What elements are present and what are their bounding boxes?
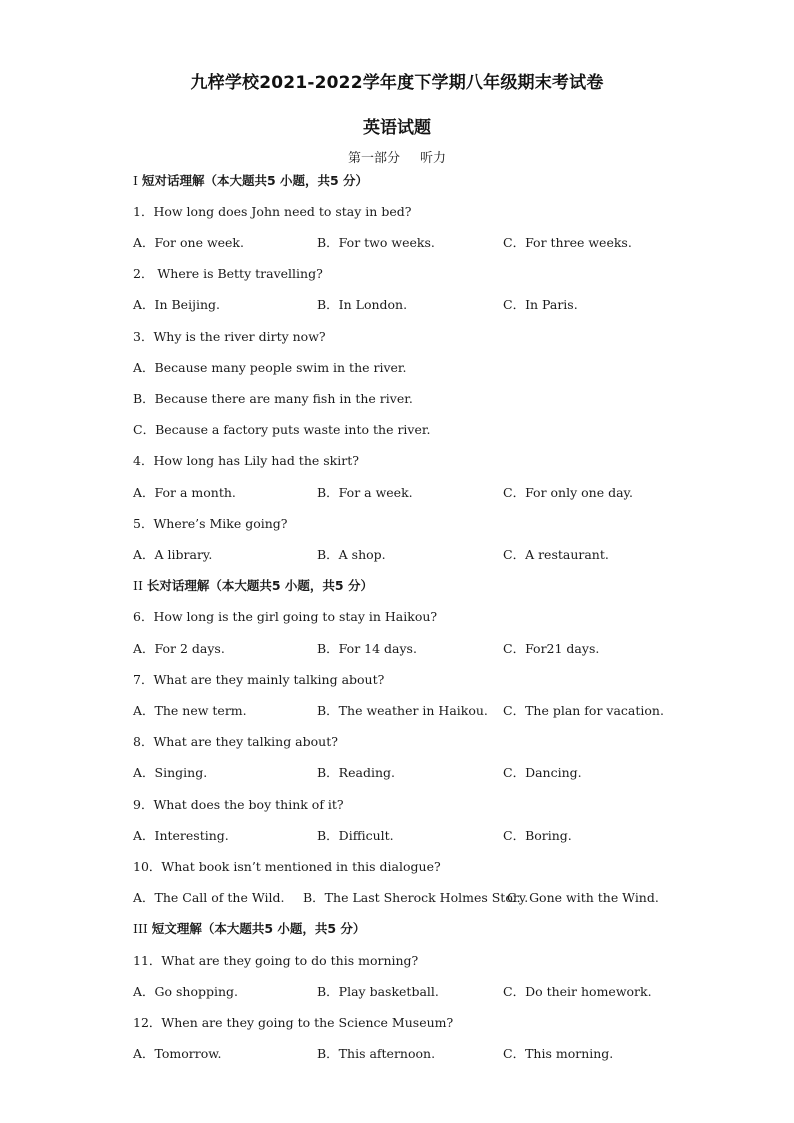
q1-option-a: A．For one week. [133, 235, 244, 250]
question-6: 6．How long is the girl going to stay in Haikou? [133, 609, 438, 624]
question-11: 11．What are they going to do this morning? [133, 953, 419, 968]
q11-option-b: B．Play basketball. [317, 984, 439, 999]
section-title: 短对话理解（本大题共5 小题，共5 分） [141, 173, 369, 188]
q3-option-a: A．Because many people swim in the river. [133, 360, 407, 375]
section-heading-3 [133, 921, 365, 937]
q9-option-b: B．Difficult. [317, 828, 394, 843]
q5-option-c: C．A restaurant. [503, 547, 609, 562]
q8-option-a: A．Singing. [133, 765, 208, 780]
q2-option-a: A．In Beijing. [133, 297, 220, 312]
q1-option-b: B．For two weeks. [317, 235, 435, 250]
q5-option-b: B．A shop. [317, 547, 386, 562]
q10-option-c: C．Gone with the Wind. [507, 890, 659, 905]
section-heading-1 [133, 173, 368, 189]
section-numeral: III [133, 921, 148, 936]
exam-subtitle: 英语试题 [363, 118, 431, 138]
q10-option-a: A．The Call of the Wild. [133, 890, 285, 905]
part-topic: 听力 [420, 151, 447, 166]
q7-option-b: B．The weather in Haikou. [317, 703, 488, 718]
question-3: 3．Why is the river dirty now? [133, 329, 326, 344]
question-7: 7．What are they mainly talking about? [133, 672, 385, 687]
question-4: 4．How long has Lily had the skirt? [133, 453, 359, 468]
q6-option-c: C．For21 days. [503, 641, 600, 656]
q5-option-a: A．A library. [133, 547, 213, 562]
question-12: 12．When are they going to the Science Museum? [133, 1015, 454, 1030]
q6-option-a: A．For 2 days. [133, 641, 225, 656]
q12-option-a: A．Tomorrow. [133, 1046, 222, 1061]
section-numeral: II [133, 578, 143, 593]
q9-option-a: A．Interesting. [133, 828, 229, 843]
q12-option-c: C．This morning. [503, 1046, 614, 1061]
q4-option-c: C．For only one day. [503, 485, 633, 500]
section-heading-2 [133, 578, 373, 594]
q8-option-c: C．Dancing. [503, 765, 582, 780]
q1-option-c: C．For three weeks. [503, 235, 632, 250]
section-title: 短文理解（本大题共5 小题，共5 分） [151, 921, 366, 936]
q11-option-c: C．Do their homework. [503, 984, 652, 999]
q11-option-a: A．Go shopping. [133, 984, 239, 999]
section-title: 长对话理解（本大题共5 小题，共5 分） [146, 578, 373, 593]
part-name: 第一部分 [347, 151, 400, 166]
q7-option-c: C．The plan for vacation. [503, 703, 664, 718]
question-2: 2． Where is Betty travelling? [133, 266, 323, 281]
q2-option-b: B．In London. [317, 297, 408, 312]
part-header [0, 147, 794, 166]
q3-option-c: C．Because a factory puts waste into the river. [133, 422, 431, 437]
q10-option-b: B．The Last Sherock Holmes Story. [303, 890, 529, 905]
q6-option-b: B．For 14 days. [317, 641, 417, 656]
q9-option-c: C．Boring. [503, 828, 572, 843]
q4-option-b: B．For a week. [317, 485, 413, 500]
section-numeral: I [133, 173, 138, 188]
question-5: 5．Where’s Mike going? [133, 516, 288, 531]
q7-option-a: A．The new term. [133, 703, 247, 718]
q12-option-b: B．This afternoon. [317, 1046, 436, 1061]
q2-option-c: C．In Paris. [503, 297, 578, 312]
q3-option-b: B．Because there are many fish in the river. [133, 391, 413, 406]
question-9: 9．What does the boy think of it? [133, 797, 344, 812]
question-8: 8．What are they talking about? [133, 734, 338, 749]
q4-option-a: A．For a month. [133, 485, 236, 500]
q8-option-b: B．Reading. [317, 765, 395, 780]
question-10: 10．What book isn’t mentioned in this dialogue? [133, 859, 441, 874]
exam-title: 九梓学校2021-2022学年度下学期八年级期末考试卷 [190, 73, 604, 93]
question-1: 1．How long does John need to stay in bed? [133, 204, 412, 219]
